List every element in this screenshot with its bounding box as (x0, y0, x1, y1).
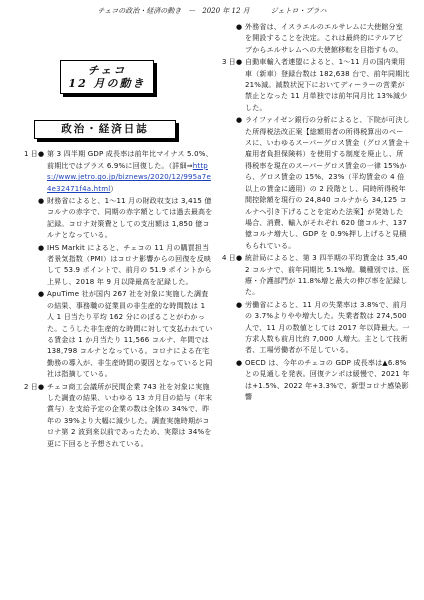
left-diary (24, 149, 214, 451)
day-label (222, 22, 236, 57)
entry-text (245, 358, 410, 404)
entry-body: 財務省によると、1～11 月の財政収支は 3,415 億コルナの赤字で、同期の赤字額としては過去最高を記録。コロナ対策費としての支出額は 1,850 億コルナとなっている。 (47, 197, 213, 240)
entry-text (47, 289, 214, 380)
bullet-icon: ● (38, 150, 45, 159)
bullet-icon: ● (236, 116, 243, 125)
section-title: 政治・経済日誌 (34, 120, 176, 139)
title-country: チェコ (87, 64, 127, 77)
diary-entry (236, 300, 410, 357)
entry-text (245, 253, 410, 299)
right-column (222, 22, 410, 404)
entry-text (245, 57, 410, 114)
entry-body: 外務省は、イスラエルのエルサレムに大使館分室を開設することを決定。これは最終的にテルアビブからエルサレムへの大使館移転を目指すもの。 (245, 23, 404, 54)
entry-text (245, 300, 410, 357)
day-label: 4 日 (222, 254, 236, 263)
entry-text (245, 22, 410, 56)
day-entries (236, 57, 410, 253)
diary-day (24, 149, 214, 381)
day-label: 2 日 (24, 382, 38, 391)
bullet-icon: ● (38, 382, 45, 391)
day-entries (38, 149, 214, 381)
entry-body: 自動車輸入者連盟によると、1～11 月の国内乗用車（新車）登録台数は 182,638 台で、前年同期比 21%減。減数状況下においてディーラーの営業が禁止となった 11 月単独では前年同月比 13%減少した。 (245, 58, 410, 112)
diary-day (222, 253, 410, 404)
entry-body: 統計局によると、第 3 四半期の平均賃金は 35,402 コルナで、前年同期比 5.1%増。職種別では、医療・介護部門が 11.8%増と最大の伸び率を記録した。 (245, 254, 410, 297)
diary-entry (236, 115, 410, 252)
right-diary (222, 22, 410, 404)
bullet-icon: ● (236, 23, 243, 31)
day-entries (236, 22, 410, 57)
bullet-icon: ● (38, 197, 45, 206)
entry-body: ApuTime 社が国内 267 社を対象に実施した調査の結果、事務職の従業員の非生産的な時間数は 1 人 1 日当たり平均 162 分にのぼることがわかった。こうした非生産的な時間に対して支払われている賃金は 1 か月当たり 11,566 コルナ、年間では 138,798 コルナとなっている。コロナによる在宅勤務の導入が、非生産時間の要因となっていると同社は指摘している。 (47, 290, 213, 379)
diary-day (24, 382, 214, 451)
diary-entry (236, 57, 410, 114)
entry-body: ライファイゼン銀行の分析によると、下院が可決した所得税法改正案【総額用者の所得税算出のベースに、いわゆるスーパーグロス賃金（グロス賃金＋雇用者負担保険料）を使用する制度を廃止し、所得税率を現在のスーパーグロス賃金の一律 15%から、グロス賃金の 15%、23%（平均賃金の 4 倍以上の賃金に適用）の 2 段階とし、同時所得税年間控除額を現行の 24,840 コルナから 34,125 コルナへ引き下げることを定めた法案】が発効した場合、消費、輸入がそれぞれ 620 億コルナ、137 億コルナ増大し、GDP を 0.9%押し上げると見積もられている。 (245, 116, 410, 250)
bullet-icon: ● (236, 254, 243, 263)
diary-day (222, 22, 410, 57)
diary-entry (38, 382, 214, 450)
title-month: 12 月の動き (68, 77, 146, 90)
entry-text (47, 382, 214, 450)
diary-entry (236, 358, 410, 404)
entry-link[interactable]: https://www.jetro.go.jp/biznews/2020/12/995a7e4e32471f4a.html (47, 161, 211, 193)
day-label: 1 日 (24, 150, 38, 159)
diary-entry (38, 196, 214, 242)
entry-text (245, 115, 410, 252)
day-entries (38, 382, 214, 451)
entry-body: 第 3 四半期 GDP 成長率は前年比マイナス 5.0%、前期比ではプラス 6.9%に回復した。（詳細⇒ (47, 150, 213, 170)
entry-text (47, 243, 214, 289)
page-header: チェコの政治・経済の動き ー 2020 年 12 月 ジェトロ・プラハ (97, 7, 327, 15)
title-box (60, 60, 154, 94)
diary-entry (236, 22, 410, 56)
diary-entry (38, 149, 214, 195)
day-label: 3 日 (222, 58, 236, 67)
bullet-icon: ● (236, 58, 243, 67)
diary-entry (38, 243, 214, 289)
entry-body: 労働省によると、11 月の失業率は 3.8%で、前月の 3.7%よりやや増大した。失業者数は 274,500 人で、11 月の数値としては 2017 年以降最大。一方求人数も前月比約 7,000 人増大。主として技術者、工場労働者が不足している。 (245, 300, 410, 355)
entry-text (47, 149, 214, 195)
day-entries (236, 253, 410, 404)
left-column (24, 26, 214, 451)
bullet-icon: ● (38, 243, 45, 252)
entry-body: チェコ商工会議所が民間企業 743 社を対象に実施した調査の結果、いわゆる 13 カ月目の給与（年末賞与）を支給予定の企業の数は全体の 34%で、昨年の 39%より大幅に減少した。調査実施時期がコロナ第 2 波到来以前であったため、実際は 34%を更に下回ると予想されている。 (47, 382, 213, 448)
entry-text (47, 196, 214, 242)
bullet-icon: ● (236, 358, 243, 367)
diary-entry (236, 253, 410, 299)
diary-entry (38, 289, 214, 380)
entry-body: IHS Markit によると、チェコの 11 月の購買担当者景気指数（PMI）はコロナ影響からの回復を反映して 53.9 ポイントで、前月の 51.9 ポイントから上昇し、2018 年 9 月以降最高を記録した。 (47, 243, 212, 286)
entry-body: OECD は、今年のチェコの GDP 成長率は▲6.8%との見通しを発表。回復テンポは緩慢で、2021 年は+1.5%、2022 年+3.3%で、新型コロナ感染影響 (245, 358, 410, 401)
diary-day (222, 57, 410, 253)
entry-tail: ） (110, 184, 118, 193)
bullet-icon: ● (236, 300, 243, 309)
bullet-icon: ● (38, 290, 45, 299)
